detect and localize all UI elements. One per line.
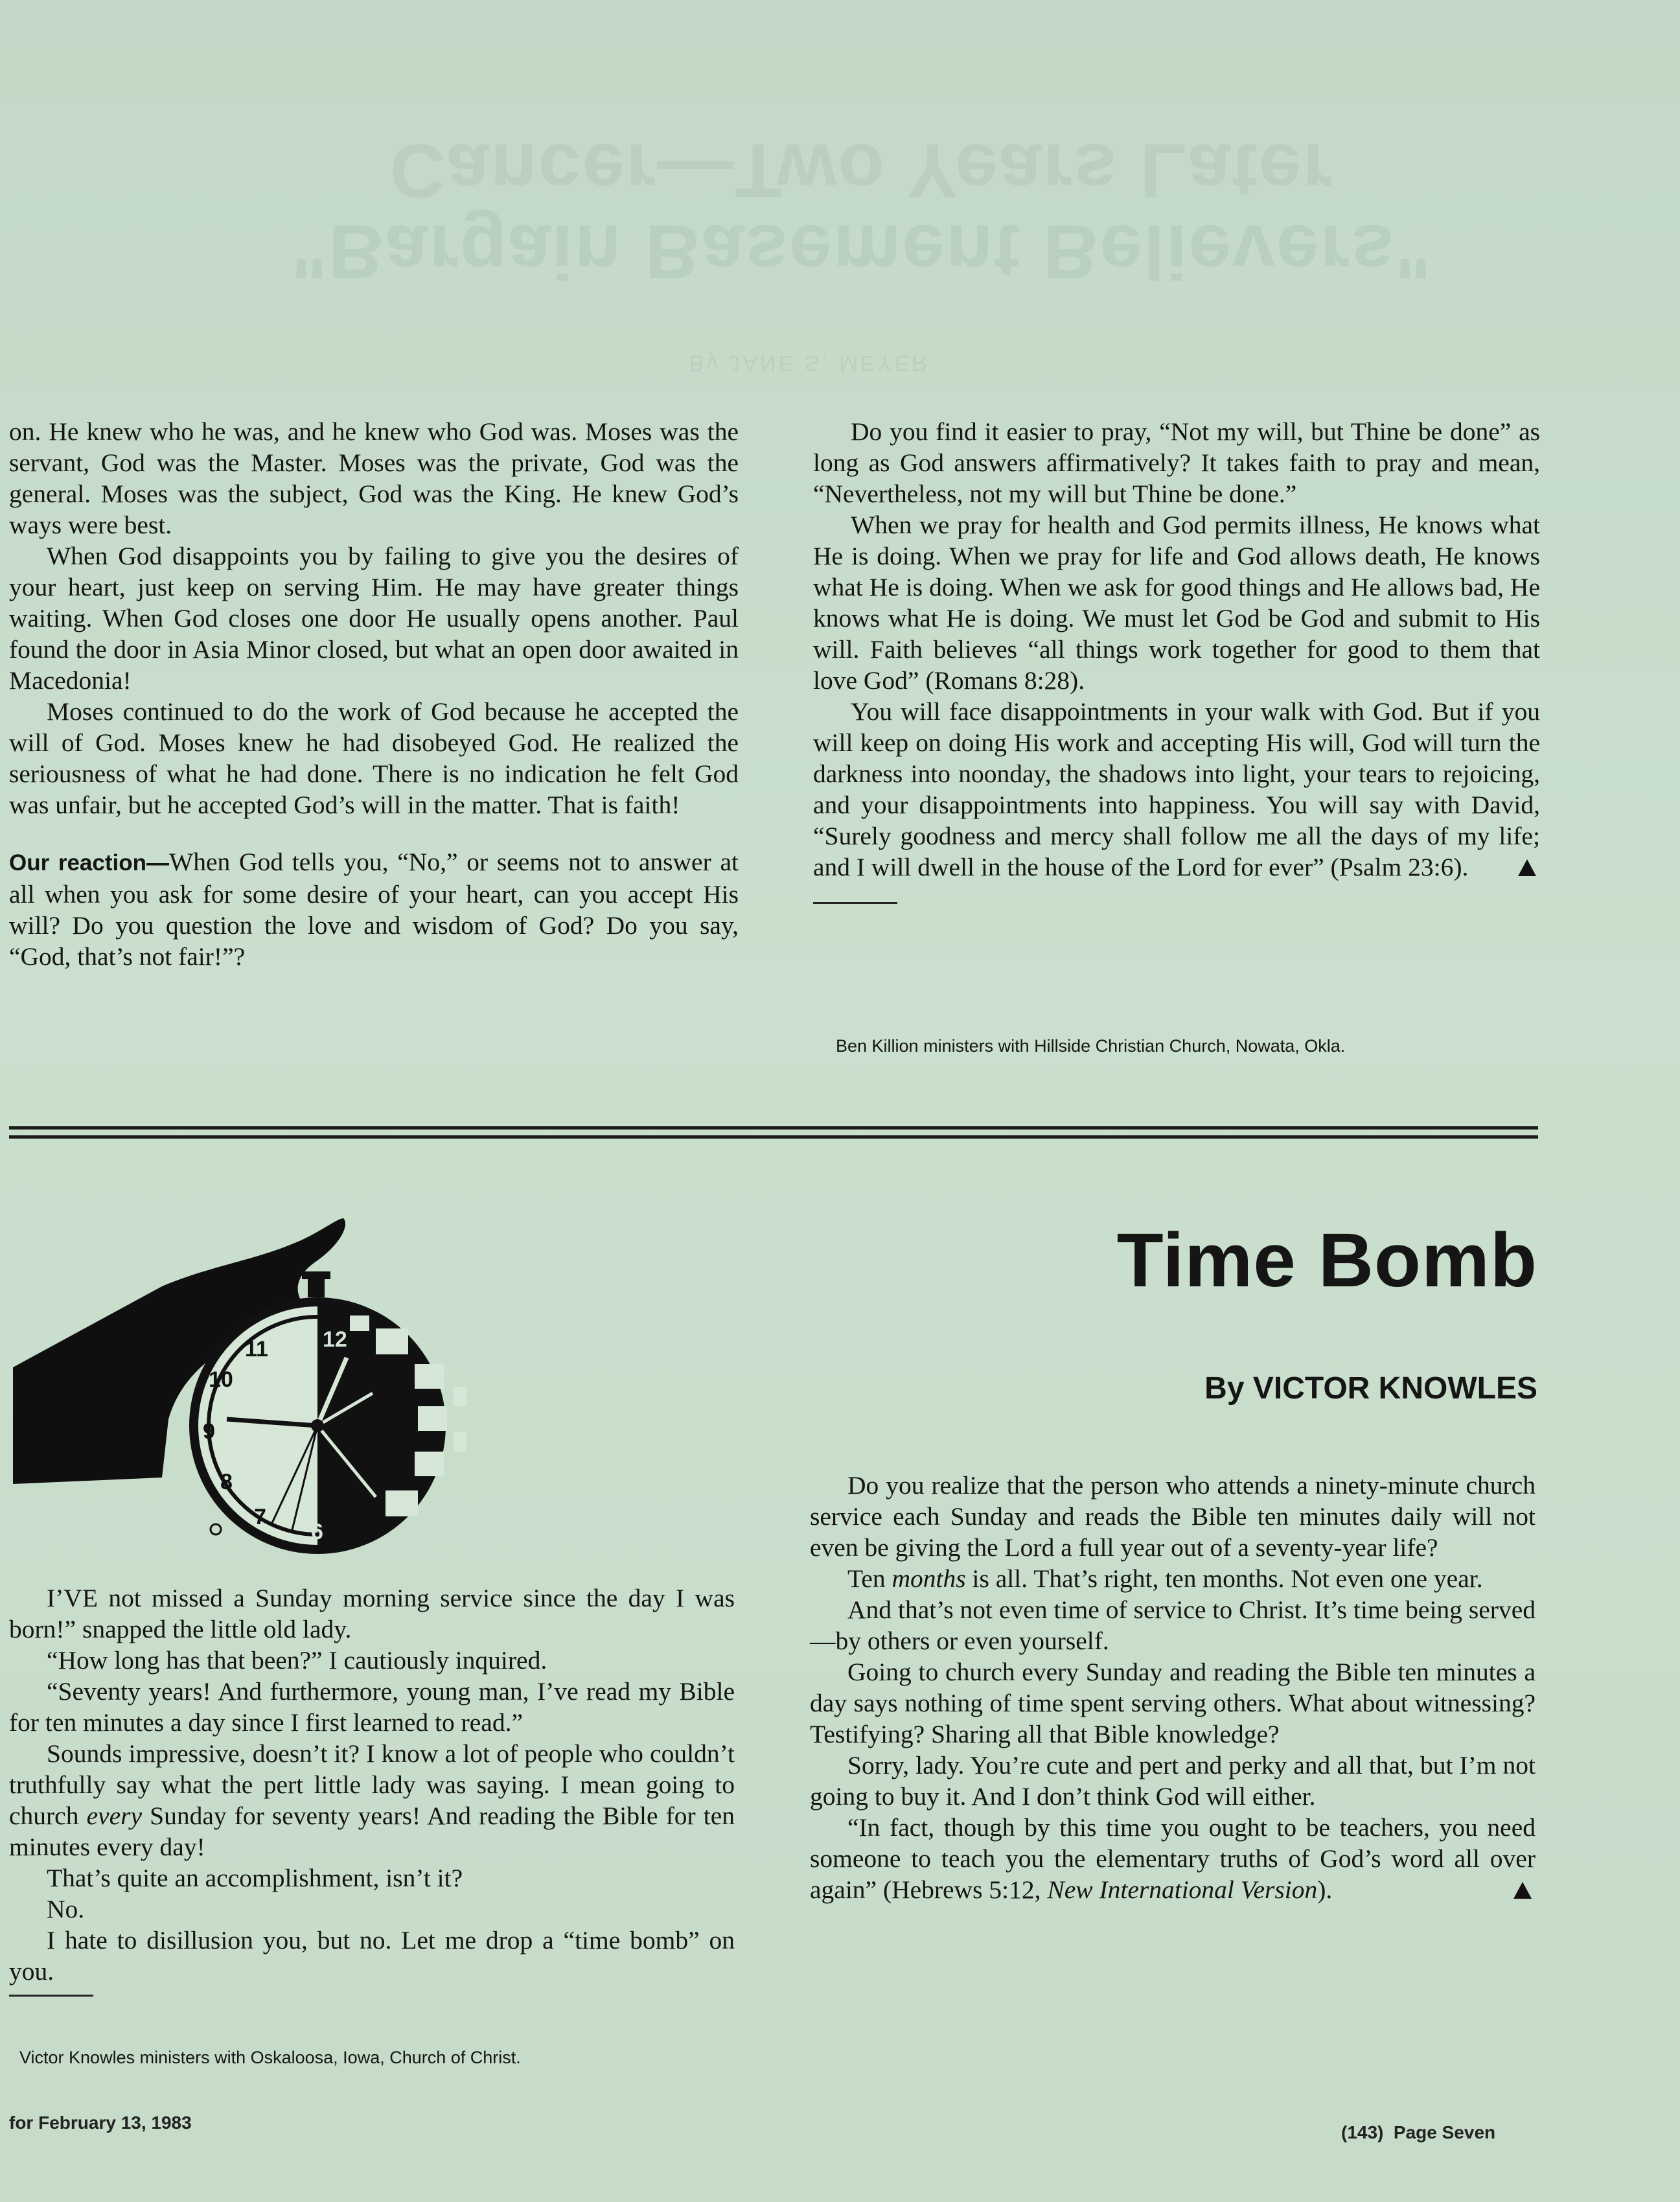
paragraph: Ten months is all. That’s right, ten months. Not even one year.: [847, 1564, 1483, 1593]
article2-left-column: [9, 1582, 735, 1997]
article1-right-column: [813, 416, 1540, 904]
section-divider: [9, 1126, 1538, 1130]
section-divider: [9, 1135, 1538, 1139]
segment: [454, 1432, 466, 1452]
paragraph: That’s quite an accomplishment, isn’t it?: [47, 1864, 463, 1892]
paragraph: I hate to disillusion you, but no. Let me drop a “time bomb” on you.: [9, 1926, 735, 1986]
paragraph: “How long has that been?” I cautiously inquired.: [47, 1646, 547, 1675]
clock-number: 11: [245, 1337, 268, 1362]
end-mark-icon: [1513, 1882, 1532, 1899]
paragraph: When God disappoints you by failing to give you the desires of your heart, just keep on serving Him. He may have greater things waiting. When God closes one door He usually opens another. Paul found the door in Asia Minor closed, but what an open door awaited in Macedonia!: [9, 542, 739, 695]
paragraph: Do you find it easier to pray, “Not my will, but Thine be done” as long as God answers affirmatively? It takes faith to pray and mean, “Nevertheless, not my will but Thine be done.”: [813, 417, 1540, 508]
clock-pivot: [311, 1419, 324, 1432]
bleed-through-byline: By JANE S. MEYER: [689, 351, 930, 375]
paragraph: I’VE not missed a Sunday morning service since the day I was born!” snapped the little old lady.: [9, 1584, 735, 1643]
clock-number: 1: [358, 1335, 370, 1360]
hand-stopwatch-illustration: [13, 1199, 466, 1562]
paragraph: Going to church every Sunday and reading the Bible ten minutes a day says nothing of time spent serving others. What about witnessing? Testifying? Sharing all that Bible knowledge?: [810, 1658, 1536, 1748]
segment: [350, 1315, 369, 1331]
clock-number: 8: [220, 1470, 233, 1494]
footer-page-number: (143) Page Seven: [1341, 2122, 1496, 2142]
crown-icon: [308, 1278, 325, 1297]
article-byline: By VICTOR KNOWLES: [1204, 1371, 1537, 1406]
paragraph: When we pray for health and God permits illness, He knows what He is doing. When we pray for life and God allows death, He knows what He is doing. When we ask for good things and He allows bad, He knows what He is doing. We must let God be God and submit to His will. Faith believes “all things work together for good to them that love God” (Romans 8:28).: [813, 511, 1540, 695]
segment: [418, 1406, 447, 1431]
note-rule: [9, 1995, 93, 1997]
footer-date: for February 13, 1983: [9, 2113, 192, 2133]
end-mark-icon: [1518, 859, 1536, 876]
paragraph: And that’s not even time of service to Christ. It’s time being served—by others or even yourself.: [810, 1595, 1536, 1655]
paragraph: Our reaction—When God tells you, “No,” or seems not to answer at all when you ask for some desire of your heart, can you accept His will? Do you question the love and wisdom of God? Do you say, “God, that’s not fair!”?: [9, 848, 739, 971]
clock-number: 7: [254, 1505, 266, 1529]
paragraph: “Seventy years! And furthermore, young man, I’ve read my Bible for ten minutes a day since I first learned to read.”: [9, 1677, 735, 1737]
bleed-through-title: "Bargain Basement Believers" Cancer—Two Years Later: [291, 128, 1433, 294]
segment: [415, 1364, 444, 1389]
author-note: Victor Knowles ministers with Oskaloosa, Iowa, Church of Christ.: [19, 2048, 521, 2067]
author-note: Ben Killion ministers with Hillside Christian Church, Nowata, Okla.: [836, 1036, 1346, 1056]
clock-number: 10: [209, 1367, 233, 1392]
paragraph: You will face disappointments in your walk with God. But if you will keep on doing His work and accepting His will, God will turn the darkness into noonday, the shadows into light, your tears to rejoicing, and your disappointments into happiness. You will say with David, “Surely goodness and mercy shall follow me all the days of my life; and I will dwell in the house of the Lord for ever” (Psalm 23:6).: [813, 697, 1540, 881]
segment: [415, 1452, 444, 1476]
paragraph: “In fact, though by this time you ought to be teachers, you need someone to teach you the elementary truths of God’s word all over again” (Hebrews 5:12, New International Version).: [810, 1813, 1536, 1904]
lead-in: Our reaction—: [9, 850, 169, 875]
paragraph: Moses continued to do the work of God because he accepted the will of God. Moses knew he had disobeyed God. He realized the seriousness of what he had done. There is no indication he felt God was unfair, but he accepted God’s will in the matter. That is faith!: [9, 697, 739, 819]
crown-cap-icon: [302, 1271, 330, 1279]
article2-right-column: [810, 1470, 1536, 1905]
note-rule: [813, 902, 897, 904]
clock-number: 9: [203, 1419, 215, 1444]
segment: [385, 1490, 418, 1516]
paragraph: No.: [47, 1895, 85, 1923]
segment: [376, 1328, 408, 1354]
article-title: Time Bomb: [1116, 1218, 1537, 1303]
article1-left-column: [9, 416, 739, 972]
paragraph: Do you realize that the person who attends a ninety-minute church service each Sunday and reads the Bible ten minutes daily will not even be giving the Lord a full year out of a seventy-year life?: [810, 1471, 1536, 1562]
clock-number: 12: [323, 1327, 347, 1352]
paragraph: Sorry, lady. You’re cute and pert and perky and all that, but I’m not going to buy it. And I don’t think God will either.: [810, 1751, 1536, 1811]
paragraph: on. He knew who he was, and he knew who God was. Moses was the servant, God was the Master. Moses was the private, God was the general. Moses was the subject, God was the King. He knew God’s ways were best.: [9, 417, 739, 539]
watch-ring-icon: [211, 1524, 221, 1535]
segment: [454, 1387, 466, 1406]
clock-number: 5: [353, 1500, 365, 1525]
clock-number: 6: [311, 1520, 323, 1544]
paragraph: Sounds impressive, doesn’t it? I know a lot of people who couldn’t truthfully say what the pert little lady was saying. I mean going to church every Sunday for seventy years! And reading the Bible for ten minutes every day!: [9, 1739, 735, 1861]
